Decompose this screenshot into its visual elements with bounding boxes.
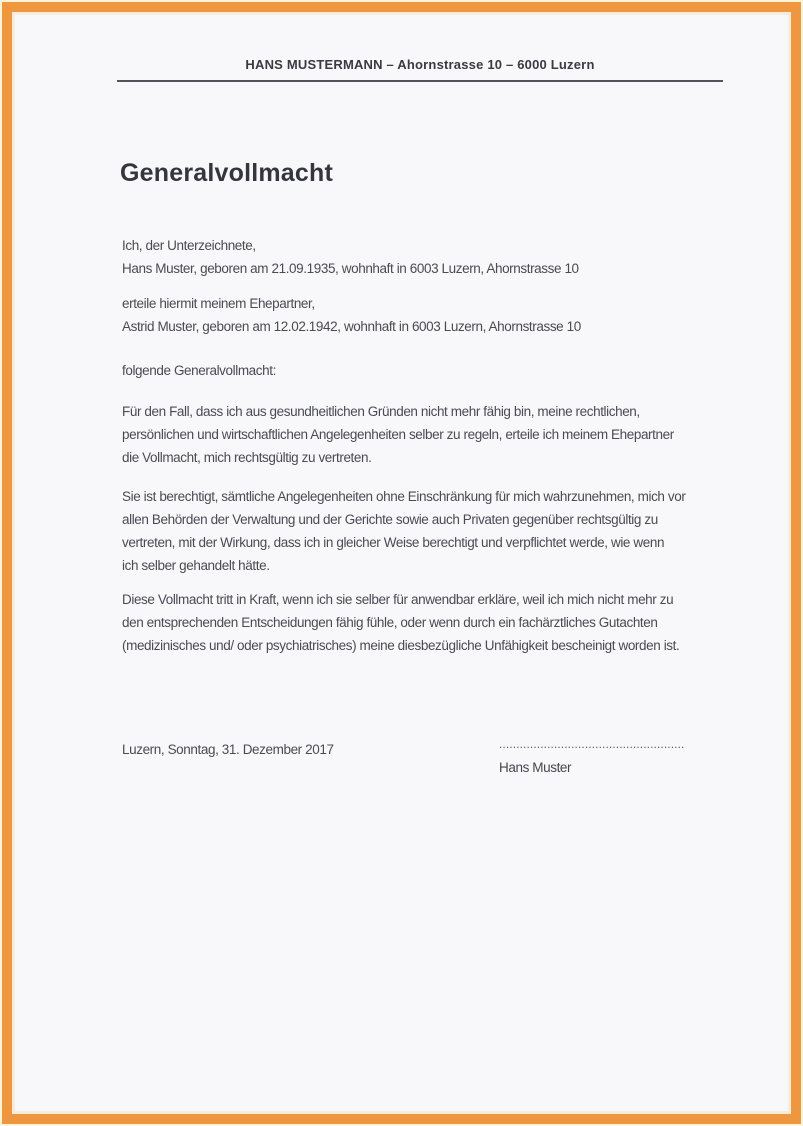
letterhead-text: HANS MUSTERMANN – Ahornstrasse 10 – 6000 Luzern [245,57,595,72]
signature-block [499,738,723,779]
principal-intro-line: Ich, der Unterzeichnete, [122,238,256,253]
letterhead [117,53,723,82]
agent-block [117,292,723,338]
date-signature-row [117,738,723,779]
principal-block [117,234,723,280]
paragraph-line: ich selber gehandelt hätte. [122,558,270,573]
paragraph-line: persönlichen und wirtschaftlichen Angelegenheiten selber zu regeln, erteile ich meinem Ehepartner [122,427,674,442]
paragraph-conditions [117,400,723,469]
signature-name: Hans Muster [499,760,572,775]
paragraph-line: Sie ist berechtigt, sämtliche Angelegenheiten ohne Einschränkung für mich wahrzunehmen, mich vor [122,489,686,504]
paragraph-line: (medizinisches und/ oder psychiatrisches) meine diesbezügliche Unfähigkeit bescheinigt worden ist. [122,638,680,653]
subject-line: folgende Generalvollmacht: [122,363,276,378]
document-content [117,12,723,779]
paragraph-line: allen Behörden der Verwaltung und der Gerichte sowie auch Privaten gegenüber rechtsgültig zu [122,512,658,527]
document-title: Generalvollmacht [120,159,334,187]
place-date-line: Luzern, Sonntag, 31. Dezember 2017 [122,742,334,757]
paragraph-effectiveness [117,588,723,657]
principal-details-line: Hans Muster, geboren am 21.09.1935, wohnhaft in 6003 Luzern, Ahornstrasse 10 [122,261,579,276]
agent-intro-line: erteile hiermit meinem Ehepartner, [122,296,315,311]
page-orange-border [2,2,801,1124]
signature-dotted-line: ...................................................... [499,738,685,751]
paragraph-line: Für den Fall, dass ich aus gesundheitlichen Gründen nicht mehr fähig bin, meine rechtlichen, [122,404,640,419]
paragraph-line: Diese Vollmacht tritt in Kraft, wenn ich sie selber für anwendbar erkläre, weil ich mich nicht mehr zu [122,592,674,607]
paragraph-line: den entsprechenden Entscheidungen fähig fühle, oder wenn durch ein fachärztliches Gutachten [122,615,658,630]
paragraph-authority [117,485,723,577]
agent-details-line: Astrid Muster, geboren am 12.02.1942, wohnhaft in 6003 Luzern, Ahornstrasse 10 [122,319,581,334]
paragraph-line: vertreten, mit der Wirkung, dass ich in gleicher Weise berechtigt und verpflichtet werde, wie wenn [122,535,665,550]
paragraph-line: die Vollmacht, mich rechtsgültig zu vertreten. [122,450,372,465]
